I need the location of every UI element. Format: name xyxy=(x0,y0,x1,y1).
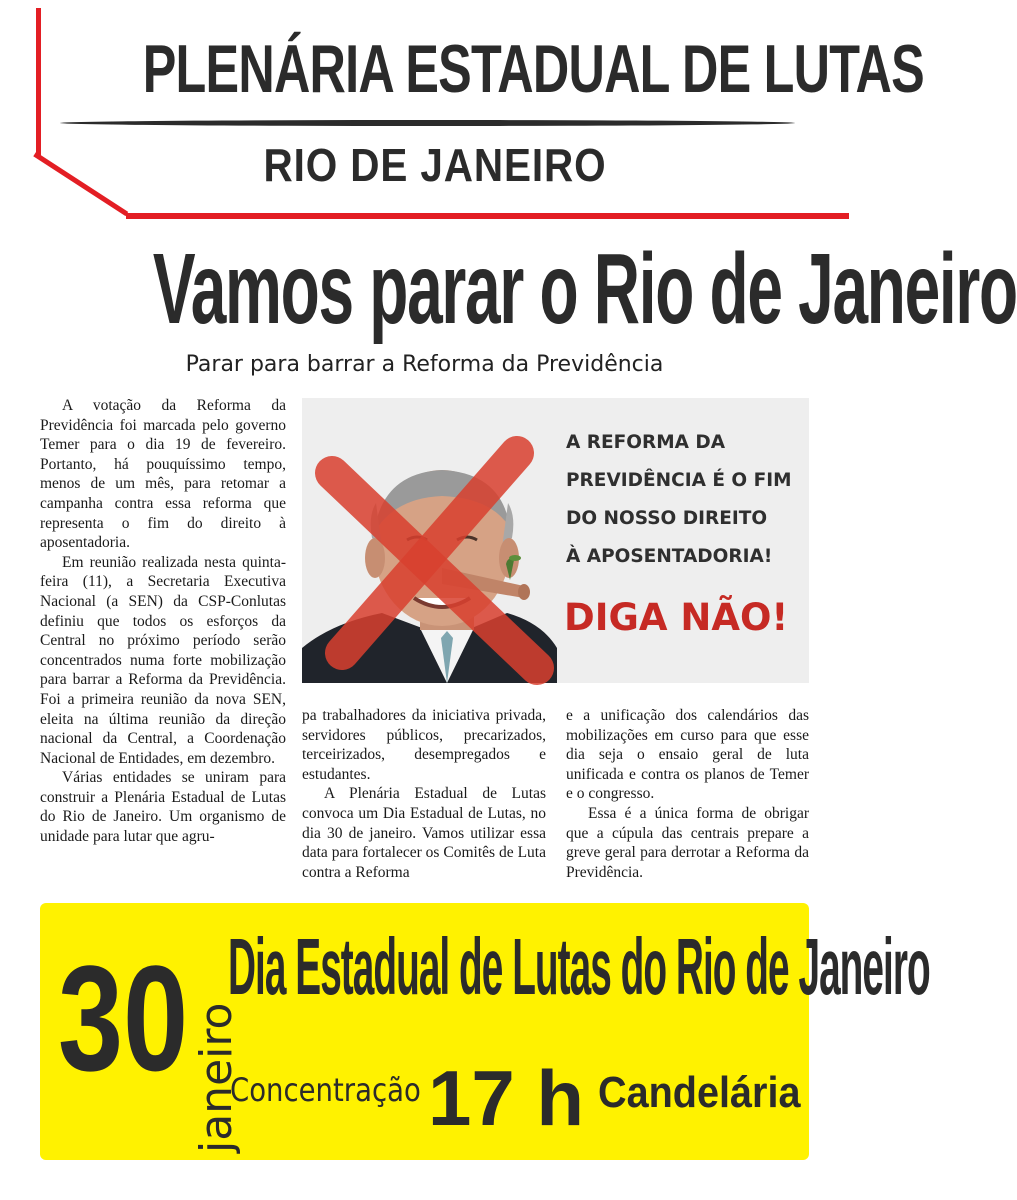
article-column-1 xyxy=(40,396,286,886)
event-month: janeiro xyxy=(191,1002,242,1153)
article-paragraph: pa trabalhadores da iniciativa privada, servidores públicos, precarizados, terceirizados, desempregados e estudantes. xyxy=(302,707,546,783)
event-place: Candelária xyxy=(598,1068,801,1117)
image-caption-line: PREVIDÊNCIA É O FIM xyxy=(566,470,792,491)
image-caption xyxy=(566,424,801,576)
article-column-3 xyxy=(566,706,809,882)
article-paragraph: Várias entidades se uniram para construir a Plenária Estadual de Lutas do Rio de Janeiro. Um organismo de unidade para lutar que agru- xyxy=(40,769,286,846)
masthead-frame-bottom xyxy=(126,213,849,219)
event-label: Concentração xyxy=(230,1071,421,1109)
article-paragraph: e a unificação dos calendários das mobilizações em curso para que esse dia seja o ensaio geral de luta unificada e contra os planos de Temer e o congresso. xyxy=(566,707,809,803)
subheadline: Parar para barrar a Reforma da Previdência xyxy=(185,352,664,377)
article-paragraph: A Plenária Estadual de Lutas convoca um Dia Estadual de Lutas, no dia 30 de janeiro. Vamos utilizar essa data para fortalecer os Comitês de Luta contra a Reforma xyxy=(302,785,546,881)
event-time: 17 h xyxy=(428,1054,585,1142)
headline: Vamos parar o Rio de Janeiro xyxy=(152,233,1017,345)
masthead-frame-left xyxy=(36,8,41,158)
event-title: Dia Estadual de Lutas do Rio de Janeiro xyxy=(228,922,930,1011)
event-banner xyxy=(40,903,930,1160)
image-caption-line: A REFORMA DA xyxy=(566,432,726,453)
article-column-2 xyxy=(302,706,546,882)
masthead-divider xyxy=(60,120,795,126)
article-paragraph: Essa é a única forma de obrigar que a cúpula das centrais prepare a greve geral para derrotar a Reforma da Previdência. xyxy=(566,804,809,881)
masthead-title: PLENÁRIA ESTADUAL DE LUTAS xyxy=(142,31,924,107)
image-caption-line: À APOSENTADORIA! xyxy=(566,546,773,567)
event-day: 30 xyxy=(58,934,189,1102)
masthead-subtitle: RIO DE JANEIRO xyxy=(263,139,607,191)
article-paragraph: Em reunião realizada nesta quinta-feira (11), a Secretaria Executiva Nacional (a SEN) da CSP-Conlutas definiu que todos os esforços da Central no próximo período serão concentrados numa forte mobilização para barrar a Reforma da Previdência. Foi a primeira reunião da nova SEN, eleita na última reunião da direção nacional da Central, a Coordenação Nacional de Entidades, em dezembro. xyxy=(40,553,286,767)
reform-protest-image xyxy=(302,398,809,683)
article-paragraph: A votação da Reforma da Previdência foi marcada pelo governo Temer para o dia 19 de fevereiro. Portanto, há pouquíssimo tempo, menos de um mês, para retomar a campanha contra essa reforma que representa o fim do direito à aposentadoria. xyxy=(40,397,286,552)
image-caption-line: DO NOSSO DIREITO xyxy=(566,508,768,529)
image-call-to-action: DIGA NÃO! xyxy=(564,596,789,639)
